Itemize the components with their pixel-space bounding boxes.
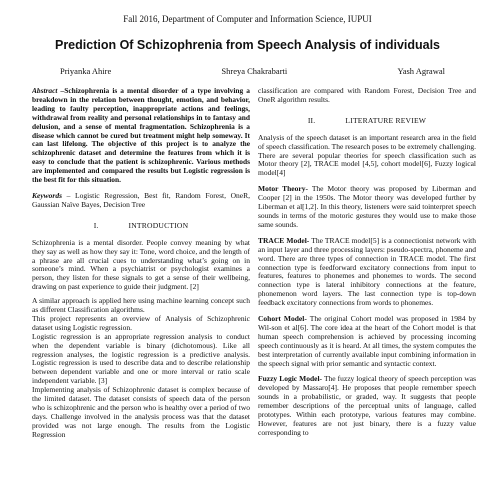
section-number: I. bbox=[93, 220, 99, 230]
body-paragraph: Schizophrenia is a mental disorder. People convey meaning by what they say as well as how they say it: Tone, word choice, and the length of a phrase are all crucial cues to understanding what’s going on in someone’s mind. When a psychiatrist or psychologist examines a person, they listen for these signals to get a sense of their wellbeing, drawing on past experience to guide their judgment. [2] bbox=[32, 237, 250, 292]
subsection-body: The fuzzy logical theory of speech perception was developed by Massaro[4]. He proposes that people remember speech sounds in a probabilistic, or graded, way. It suggests that people remember descriptions of the perceptual units of language, called prototypes. Within each prototype, various features may combine. However, features are not just binary, there is a fuzzy value corresponding to bbox=[258, 374, 476, 437]
section-heading-literature-review bbox=[258, 117, 476, 126]
subsection-body: The original Cohort model was proposed in 1984 by Wil-son et al[6]. The core idea at the heart of the Cohort model is that human speech comprehension is achieved by processing incoming speech continuously as it is heard. At all times, the system computes the best interpretation of currently available input combining information in the speech signal with prior semantic and syntactic context. bbox=[258, 314, 476, 368]
subsection-heading: Fuzzy Logic Model- bbox=[258, 374, 323, 384]
subsection-body: The Motor theory was proposed by Liberman and Cooper [2] in the 1950s. The Motor theory was developed further by Liberman et al[1,2]. In this theory, listeners were said tointerpret speech sounds in terms of the motoric gestures they would use to make those same sounds. bbox=[258, 184, 476, 229]
body-paragraph: Logistic regression is an appropriate regression analysis to conduct when the dependent variable is binary (dichotomous). Like all regression analyses, the logistic regression is a predictive analysis. Logistic regression is used to describe data and to describe relationship between dependent variable and one or more interval or ratio scale independent variable. [3] bbox=[32, 331, 250, 386]
subsection-motor-theory bbox=[258, 185, 476, 230]
keywords bbox=[32, 192, 250, 210]
keywords-lead: Keywords bbox=[32, 190, 62, 200]
section-number: II. bbox=[307, 115, 316, 125]
author-name: Shreya Chakrabarti bbox=[221, 66, 288, 76]
abstract-lead: Abstract – bbox=[32, 87, 65, 95]
section-heading-introduction bbox=[32, 222, 250, 231]
subsection-cohort-model bbox=[258, 315, 476, 368]
subsection-body: The TRACE model[5] is a connectionist network with an input layer and three processing layers: pseudo-spectra, phoneme and word. There are three types of connection in TRACE model. The first connection type is feedforward excitatory connections from input to features, features to phonemes and phonemes to words. The second connection type is lateral inhibitory connections at the feature, phonemenon word layers. The last connection type is top-down feedback excitatory connections from words to phonemes. bbox=[258, 235, 476, 308]
subsection-heading: Motor Theory- bbox=[258, 184, 308, 194]
paper-title: Prediction Of Schizophrenia from Speech Analysis of individuals bbox=[54, 38, 441, 52]
left-column bbox=[32, 87, 250, 492]
right-column bbox=[258, 87, 476, 492]
body-paragraph: This project represents an overview of Analysis of Schizophrenic dataset using Logistic regression. bbox=[32, 313, 250, 332]
subsection-trace-model bbox=[258, 237, 476, 308]
author-name: Yash Agrawal bbox=[397, 66, 445, 76]
body-paragraph: A similar approach is applied here using machine learning concept such as different Classification algorithms. bbox=[32, 296, 250, 315]
section-title: LITERATURE REVIEW bbox=[345, 115, 427, 125]
subsection-fuzzy-logic-model bbox=[258, 375, 476, 437]
author-name: Priyanka Ahire bbox=[60, 66, 112, 76]
author-list bbox=[60, 66, 445, 76]
subsection-heading: Cohort Model- bbox=[258, 314, 307, 324]
section-title: INTRODUCTION bbox=[128, 220, 189, 230]
body-paragraph: Analysis of the speech dataset is an important research area in the field of speech classification. The research poses to be extremely challenging. There are several popular theories for speech classification such as Motor theory [2], TRACE model [4,5], cohort model[6], Fuzzy logical model[4] bbox=[258, 132, 476, 178]
body-paragraph: classification are compared with Random Forest, Decision Tree and OneR algorithm results. bbox=[258, 87, 476, 104]
abstract bbox=[32, 87, 250, 185]
keywords-body: – Logistic Regression, Best fit, Random Forest, OneR, Gaussian Naïve Bayes, Decision Tree bbox=[32, 190, 250, 209]
abstract-body: Schizophrenia is a mental disorder of a type involving a breakdown in the relation between thought, emotion, and behavior, leading to faulty perception, inappropriate actions and feelings, withdrawal from reality and personal relationships in to fantasy and delusion, and a sense of mental fragmentation. Schizophrenia is a disease which cannot be cured but treatment might help someway. It can last lifelong. The objective of this project is to analyze the schizophrenic dataset and determine the features from which it is easy to conclude that the patient is schizophrenic. Various methods are implemented and compared the results but Logistic regression is the best fit for this situation. bbox=[32, 87, 250, 185]
running-header: Fall 2016, Department of Computer and Information Science, IUPUI bbox=[123, 14, 372, 24]
subsection-heading: TRACE Model- bbox=[258, 235, 310, 245]
body-paragraph: Implementing analysis of Schizophrenic dataset is complex because of the limited dataset. The dataset consists of speech data of the person who is schizophrenic and the person who is healthy over a period of two days. Challenge involved in the analysis process was that the dataset provided was not large enough. The results from the Logistic Regression bbox=[32, 385, 250, 439]
